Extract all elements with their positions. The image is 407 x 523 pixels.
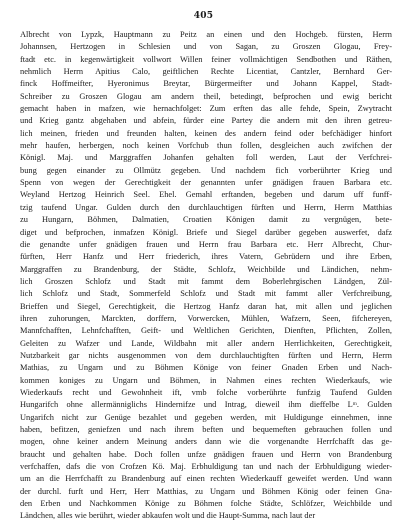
text-line: gemacht haben in mafzen, wie hernachfolget: Zum erften das alle fehde, Spein, Zwytracht xyxy=(20,104,392,114)
text-line: verfchaffen, dafs die von Crofzen Kö. Maj. Erbhuldigung tan und nach der Erbhuldigung wieder- xyxy=(20,462,392,472)
text-line: finck Hoffmeifter, Hyeronimus Breytar, Bürgermeifter und Johann Kappel, Stadt- xyxy=(20,79,392,89)
text-line: zu Hungarn, Böhmen, Dalmatien, Croatien Königen damit zu vergnügen, bete- xyxy=(20,215,392,225)
text-line: Marggraffen zu Brandenburg, der Städte, Schlofz, Weichbilde und Ländichen, nehm- xyxy=(20,264,392,274)
text-line: der durchl. furft und Herr, Herr Matthias, zu Ungarn und Böhmen König oder feinen Gna- xyxy=(20,486,392,496)
text-line: ihren zuhorungen, Marckten, dorffern, Vorwercken, Mühlen, Wafzern, Seen, fifchereyen, xyxy=(20,313,392,323)
text-line: Mathias, zu Ungarn und zu Böhmen Könige von feiner Gnaden Erben und Nach- xyxy=(20,363,392,373)
text-line: Geleiten zu Wafzer und Lande, Wildbahn mit aller andern Herrlichkeiten, Gerechtigkeit, xyxy=(20,338,392,348)
text-line: Hungarifch ohne allermänniglichs Hindernifze und Intrag, dieweil ihm dieffelbe Lᵐ. Gulden xyxy=(20,400,392,410)
text-line: nehmlich Herrn Apitius Calo, geiftlichen Rechte Licentiat, Cantzler, Bernhard Ger- xyxy=(20,67,392,77)
text-line: diget und befprochen, inmafzen Königl. Briefe und Siegel darüber gegeben auswerfet, dafz xyxy=(20,227,392,237)
text-line: um an die Herrfchafft zu Brandenburg auf einen rechten Wiederkauff geweifet werden. Und wann xyxy=(20,474,392,484)
text-line: Weyland Hertzog Heinrich Seel. Ehel. Gemahl erftanden, begeben und darum uff funff- xyxy=(20,190,392,200)
text-line: Mannfchafften, Lehnfchafften, Geift- und Weltlichen Gerichten, Dienften, Pflichten, Zollen, xyxy=(20,326,392,336)
text-line: Königl. Maj. und Marggraffen Johanfen gehalten foll werden, Laut der Verfchrei- xyxy=(20,153,392,163)
text-line: und Krieg gantz abgehaben und abfein, fürder eine Partey die andern mit den ihren getreu- xyxy=(20,116,392,126)
text-line: Brieffen und Siegel, Gerechtigkeit, die Hertzog Hanfz daran hat, mit allen und jeglichen xyxy=(20,301,392,311)
text-line: fürften, Herr Hanfz und Herr friederich, ihres Vatern, Gebrüdern und ihre Erben, xyxy=(20,252,392,262)
text-line: lich meinen, frieden und freunden halten, keinen des andern feind oder befchädiger hinfort xyxy=(20,128,392,138)
text-line: Wiederkaufs recht und Gewohnheit ift, vmb folche vorberührte funfzig Taufend Gulden xyxy=(20,387,392,397)
text-line: mehr haufen, herbergen, noch keinen Vorfchub thun follen, desgleichen auch zwifchen der xyxy=(20,141,392,151)
text-line: haben, befitzen, geniefzen und nach ihrem beften und bequemeften gebrauchen follen und xyxy=(20,425,392,434)
text-line: tzig taufend Ungar. Gulden durch den durchlauchtigen fürften und Herrn, Herrn Matthias xyxy=(20,202,392,212)
text-line: Nutzbarkeit gar nichts ausgenommen von dem durchlauchtigften fürften und Herrn, Herrn xyxy=(20,350,392,360)
text-line: den Erben und Nachkommen Könige zu Böhmen folche Städte, Schlöfzer, Weichbilde und xyxy=(20,499,392,509)
text-line: braucht und gehalten habe. Doch follen unfze gnädigen frauen und Herrn von Brandenburg xyxy=(20,449,392,459)
text-line: ftadt etc. in kegenwärtigkeit vollwort Willen feiner vollmächtigen Sendbothen und Räthen, xyxy=(20,54,392,64)
text-line: lich Groszen Schlofz und Stadt mit fammt dem Boberlehrgischen Ländgen, Zül- xyxy=(20,276,392,286)
text-line: bung gegen einander zu Ollmütz gegeben. Und nachdem fich vorberührter Krieg und xyxy=(20,165,392,175)
text-line: Ungarifch nicht zur Genüge bezahlet und gegeben werden, mit Huldigunge einnehmen, inne xyxy=(20,412,392,422)
text-line: Spenn von wegen der Gerechtigkeit der genannten unfer gnädigen frauen Barbara etc. xyxy=(20,178,392,188)
text-line: die genandte unfer gnädigen frauen und Herrn frau Barbara etc. Herr Albrecht, Chur- xyxy=(20,239,392,249)
text-line: Albrecht von Lypzk, Hauptmann zu Peitz an einen und den Hochgeb. fürsten, Herrn xyxy=(20,30,392,39)
text-line: Schreiber zu Groszen Glogau am andern theil, betedingt, befprochen und ewig bericht xyxy=(20,91,392,101)
text-line: lich Schlofz und Stadt, Sommerfeld Schlofz und Stadt mit fammt aller Verfchreibung, xyxy=(20,289,392,299)
text-line: Johannsen, Hertzogen in Schlesien und von Sagan, zu Groszen Glogau, Frey- xyxy=(20,42,392,52)
body-text xyxy=(20,29,392,523)
text-line: kommen koniges zu Ungarn und Böhmen, in Nahmen eines rechten Wiederkaufs, wie xyxy=(20,375,392,385)
text-line: mogen, ohne keiner andern Meinung anders dann wie die vorgenandte Herrfchafft das ge- xyxy=(20,437,392,447)
text-line: Ländchen, alles wie berührt, wieder abkaufen wolt und die Haupt-Summa, nach laut der xyxy=(20,511,316,521)
page-number: 405 xyxy=(193,11,214,21)
